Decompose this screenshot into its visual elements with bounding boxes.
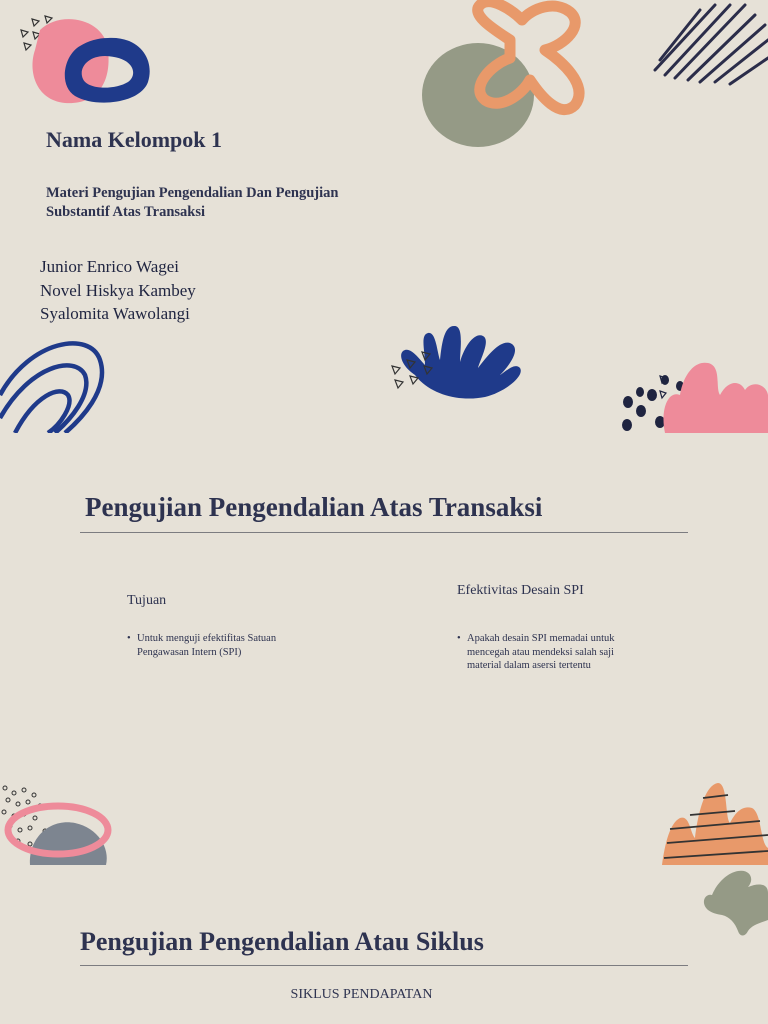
bullet-line: mencegah atau mendeksi salah saji [467,646,614,658]
member-list [40,255,196,326]
slide-title: Pengujian Pengendalian Atas Transaksi [85,492,543,522]
member-name: Novel Hiskya Kambey [40,280,196,300]
navy-loops-icon [0,343,102,433]
material-title [46,184,406,222]
title-slide [0,0,768,433]
slide-subtitle: SIKLUS PENDAPATAN [290,987,433,1002]
material-title-line: Substantif Atas Transaksi [46,204,206,220]
bullet-line: • Apakah desain SPI memadai untuk [467,633,615,644]
group-name: Nama Kelompok 1 [46,127,222,152]
title-divider [80,965,688,966]
control-testing-slide [0,433,768,865]
purpose-heading: Tujuan [127,593,167,608]
list-item [457,632,677,673]
design-effectiveness-bullets [457,632,677,673]
cycle-testing-slide [0,865,768,1024]
member-name: Syalomita Wawolangi [40,304,190,323]
purpose-bullets [127,632,347,659]
material-title-line: Materi Pengujian Pengendalian Dan Pengujian [46,185,339,201]
list-item [127,632,347,659]
slide-title: Pengujian Pengendalian Atau Siklus [80,927,484,956]
bullet-line: material dalam asersi tertentu [467,660,591,671]
pink-coral-icon [663,363,768,433]
bullet-line: Pengawasan Intern (SPI) [137,646,242,658]
bullet-line: • Untuk menguji efektifitas Satuan [137,633,277,644]
title-divider [80,532,688,533]
member-name: Junior Enrico Wagei [40,257,180,276]
scribble-lines-icon [655,5,768,84]
design-effectiveness-heading: Efektivitas Desain SPI [457,583,584,598]
navy-hand-icon [401,326,521,399]
sage-hand-icon [704,871,768,936]
